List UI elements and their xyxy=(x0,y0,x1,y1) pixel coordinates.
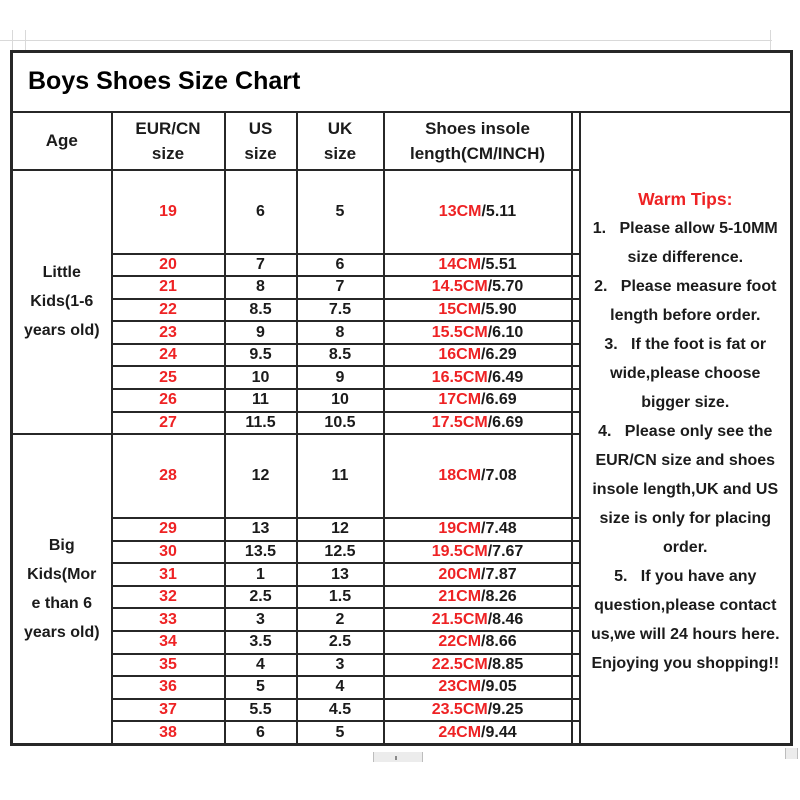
warm-tips-line: 4. Please only see the xyxy=(598,422,773,440)
us-size-cell: 2.5 xyxy=(225,586,297,609)
eur-cn-size-cell: 19 xyxy=(112,170,225,254)
insole-cm-value: 19.5CM xyxy=(431,542,488,560)
spacer-cell xyxy=(572,254,580,277)
age-group-label-line: Big xyxy=(48,537,75,555)
age-group-label-line: years old) xyxy=(23,322,100,340)
warm-tips-list xyxy=(581,214,791,678)
insole-inch-value: /8.85 xyxy=(487,655,524,673)
uk-size-cell: 1.5 xyxy=(297,586,384,609)
insole-cm-value: 22CM xyxy=(438,633,482,651)
spreadsheet-tick-topright xyxy=(770,30,771,50)
uk-size-cell: 10.5 xyxy=(297,412,384,435)
uk-size-cell: 7 xyxy=(297,276,384,299)
insole-length-cell xyxy=(384,654,572,677)
insole-cm-value: 22.5CM xyxy=(431,655,488,673)
insole-cm-value: 14CM xyxy=(438,255,482,273)
uk-size-cell: 3 xyxy=(297,654,384,677)
us-size-cell: 11 xyxy=(225,389,297,412)
uk-size-cell: 2.5 xyxy=(297,631,384,654)
col-header-uk xyxy=(297,112,384,170)
table-header-row xyxy=(12,112,792,170)
warm-tips-panel xyxy=(580,112,792,745)
warm-tips-line: Enjoying you shopping!! xyxy=(591,654,780,672)
page-title: Boys Shoes Size Chart xyxy=(12,52,792,112)
us-size-cell: 4 xyxy=(225,654,297,677)
spacer-cell xyxy=(572,608,580,631)
uk-size-cell: 9 xyxy=(297,366,384,389)
spreadsheet-tick-topleft-2 xyxy=(25,30,26,50)
insole-cm-value: 13CM xyxy=(438,202,482,220)
spacer-cell xyxy=(572,112,580,170)
insole-length-cell xyxy=(384,170,572,254)
warm-tips-line: question,please contact xyxy=(594,596,777,614)
col-header-line: length(CM/INCH) xyxy=(409,143,546,163)
us-size-cell: 8 xyxy=(225,276,297,299)
spacer-cell xyxy=(572,299,580,322)
insole-length-cell xyxy=(384,586,572,609)
insole-length-cell xyxy=(384,699,572,722)
insole-inch-value: /7.08 xyxy=(481,467,517,485)
insole-cm-value: 24CM xyxy=(438,723,482,741)
insole-cm-value: 21CM xyxy=(438,588,482,606)
spacer-cell xyxy=(572,699,580,722)
spacer-cell xyxy=(572,366,580,389)
insole-cm-value: 19CM xyxy=(438,520,482,538)
warm-tips-line: size is only for placing xyxy=(599,509,772,527)
insole-inch-value: /8.26 xyxy=(481,588,517,606)
us-size-cell: 8.5 xyxy=(225,299,297,322)
insole-length-cell xyxy=(384,563,572,586)
uk-size-cell: 5 xyxy=(297,170,384,254)
spacer-cell xyxy=(572,563,580,586)
us-size-cell: 10 xyxy=(225,366,297,389)
spacer-cell xyxy=(572,321,580,344)
warm-tips-line: 1. Please allow 5-10MM xyxy=(592,219,778,237)
size-chart-table xyxy=(10,50,793,746)
eur-cn-size-cell: 29 xyxy=(112,518,225,541)
eur-cn-size-cell: 20 xyxy=(112,254,225,277)
warm-tips-line: length before order. xyxy=(610,306,761,324)
insole-inch-value: /9.05 xyxy=(481,678,517,696)
insole-inch-value: /6.10 xyxy=(487,323,524,341)
us-size-cell: 6 xyxy=(225,170,297,254)
insole-inch-value: /7.67 xyxy=(487,542,524,560)
us-size-cell: 9.5 xyxy=(225,344,297,367)
age-group-cell xyxy=(12,170,112,435)
spacer-cell xyxy=(572,389,580,412)
us-size-cell: 5.5 xyxy=(225,699,297,722)
us-size-cell: 7 xyxy=(225,254,297,277)
col-header-line: size xyxy=(151,143,185,163)
insole-inch-value: /5.90 xyxy=(481,300,517,318)
spacer-cell xyxy=(572,170,580,254)
spacer-cell xyxy=(572,586,580,609)
insole-inch-value: /9.25 xyxy=(487,700,524,718)
insole-cm-value: 21.5CM xyxy=(431,610,488,628)
warm-tips-heading: Warm Tips: xyxy=(638,188,733,209)
col-header-age: Age xyxy=(12,112,112,170)
uk-size-cell: 4.5 xyxy=(297,699,384,722)
spreadsheet-artifact-speck xyxy=(395,756,397,760)
age-group-cell xyxy=(12,434,112,744)
us-size-cell: 13.5 xyxy=(225,541,297,564)
us-size-cell: 5 xyxy=(225,676,297,699)
insole-inch-value: /8.66 xyxy=(481,633,517,651)
insole-cm-value: 23.5CM xyxy=(431,700,488,718)
spacer-cell xyxy=(572,412,580,435)
warm-tips-line: size difference. xyxy=(627,248,744,266)
eur-cn-size-cell: 36 xyxy=(112,676,225,699)
insole-cm-value: 14.5CM xyxy=(431,278,488,296)
spreadsheet-gridline-top xyxy=(0,40,772,41)
warm-tips-line: 5. If you have any xyxy=(614,567,757,585)
insole-length-cell xyxy=(384,676,572,699)
us-size-cell: 3.5 xyxy=(225,631,297,654)
spreadsheet-tick-topleft-1 xyxy=(12,30,13,50)
eur-cn-size-cell: 27 xyxy=(112,412,225,435)
insole-length-cell xyxy=(384,321,572,344)
eur-cn-size-cell: 31 xyxy=(112,563,225,586)
eur-cn-size-cell: 24 xyxy=(112,344,225,367)
uk-size-cell: 8 xyxy=(297,321,384,344)
col-header-insole xyxy=(384,112,572,170)
title-row xyxy=(12,52,792,112)
col-header-line: size xyxy=(323,143,357,163)
col-header-line: size xyxy=(244,143,277,163)
spacer-cell xyxy=(572,541,580,564)
uk-size-cell: 12 xyxy=(297,518,384,541)
insole-length-cell xyxy=(384,389,572,412)
insole-cm-value: 18CM xyxy=(438,467,482,485)
age-group-label-line: e than 6 xyxy=(31,595,92,613)
us-size-cell: 3 xyxy=(225,608,297,631)
insole-cm-value: 16CM xyxy=(438,346,482,364)
insole-cm-value: 23CM xyxy=(438,678,482,696)
insole-inch-value: /6.29 xyxy=(481,346,517,364)
insole-inch-value: /6.69 xyxy=(481,391,517,409)
uk-size-cell: 11 xyxy=(297,434,384,518)
insole-inch-value: /5.51 xyxy=(481,255,517,273)
insole-inch-value: /6.69 xyxy=(487,413,524,431)
insole-inch-value: /9.44 xyxy=(481,723,517,741)
uk-size-cell: 7.5 xyxy=(297,299,384,322)
uk-size-cell: 4 xyxy=(297,676,384,699)
spacer-cell xyxy=(572,676,580,699)
spacer-cell xyxy=(572,434,580,518)
insole-length-cell xyxy=(384,434,572,518)
insole-length-cell xyxy=(384,608,572,631)
insole-cm-value: 15.5CM xyxy=(431,323,488,341)
insole-length-cell xyxy=(384,721,572,744)
spacer-cell xyxy=(572,721,580,744)
insole-length-cell xyxy=(384,366,572,389)
spreadsheet-artifact-bottom xyxy=(373,752,423,762)
age-group-label-line: Kids(1-6 xyxy=(30,293,94,311)
insole-length-cell xyxy=(384,518,572,541)
spacer-cell xyxy=(572,654,580,677)
age-group-label-line: Kids(Mor xyxy=(27,566,97,584)
col-header-line: US xyxy=(248,118,273,138)
age-group-label-line: Little xyxy=(42,264,81,282)
eur-cn-size-cell: 26 xyxy=(112,389,225,412)
insole-cm-value: 20CM xyxy=(438,565,482,583)
insole-length-cell xyxy=(384,276,572,299)
us-size-cell: 13 xyxy=(225,518,297,541)
spacer-cell xyxy=(572,631,580,654)
eur-cn-size-cell: 21 xyxy=(112,276,225,299)
insole-length-cell xyxy=(384,344,572,367)
eur-cn-size-cell: 23 xyxy=(112,321,225,344)
eur-cn-size-cell: 25 xyxy=(112,366,225,389)
us-size-cell: 11.5 xyxy=(225,412,297,435)
uk-size-cell: 10 xyxy=(297,389,384,412)
insole-length-cell xyxy=(384,412,572,435)
us-size-cell: 1 xyxy=(225,563,297,586)
col-header-line: Shoes insole xyxy=(425,118,530,138)
insole-length-cell xyxy=(384,299,572,322)
insole-cm-value: 17CM xyxy=(438,391,482,409)
col-header-eur-cn xyxy=(112,112,225,170)
eur-cn-size-cell: 30 xyxy=(112,541,225,564)
uk-size-cell: 8.5 xyxy=(297,344,384,367)
col-header-line: EUR/CN xyxy=(135,118,201,138)
insole-inch-value: /5.11 xyxy=(481,202,517,220)
spacer-cell xyxy=(572,344,580,367)
insole-cm-value: 15CM xyxy=(438,300,482,318)
spacer-cell xyxy=(572,276,580,299)
insole-length-cell xyxy=(384,631,572,654)
insole-inch-value: /8.46 xyxy=(487,610,524,628)
insole-inch-value: /7.48 xyxy=(481,520,517,538)
warm-tips-line: 3. If the foot is fat or xyxy=(604,335,767,353)
eur-cn-size-cell: 28 xyxy=(112,434,225,518)
uk-size-cell: 6 xyxy=(297,254,384,277)
insole-inch-value: /7.87 xyxy=(481,565,517,583)
warm-tips-line: insole length,UK and US xyxy=(592,480,779,498)
eur-cn-size-cell: 33 xyxy=(112,608,225,631)
eur-cn-size-cell: 37 xyxy=(112,699,225,722)
eur-cn-size-cell: 35 xyxy=(112,654,225,677)
uk-size-cell: 13 xyxy=(297,563,384,586)
eur-cn-size-cell: 22 xyxy=(112,299,225,322)
us-size-cell: 6 xyxy=(225,721,297,744)
insole-length-cell xyxy=(384,254,572,277)
warm-tips-line: EUR/CN size and shoes xyxy=(595,451,776,469)
warm-tips-line: 2. Please measure foot xyxy=(594,277,777,295)
uk-size-cell: 12.5 xyxy=(297,541,384,564)
insole-inch-value: /5.70 xyxy=(487,278,524,296)
col-header-line: UK xyxy=(327,118,353,138)
insole-inch-value: /6.49 xyxy=(487,368,524,386)
col-header-us xyxy=(225,112,297,170)
us-size-cell: 9 xyxy=(225,321,297,344)
eur-cn-size-cell: 38 xyxy=(112,721,225,744)
insole-cm-value: 17.5CM xyxy=(431,413,488,431)
insole-cm-value: 16.5CM xyxy=(431,368,488,386)
eur-cn-size-cell: 34 xyxy=(112,631,225,654)
spreadsheet-artifact-bottom-right xyxy=(785,748,798,759)
warm-tips-line: order. xyxy=(663,538,708,556)
us-size-cell: 12 xyxy=(225,434,297,518)
uk-size-cell: 5 xyxy=(297,721,384,744)
spacer-cell xyxy=(572,518,580,541)
warm-tips-line: wide,please choose xyxy=(610,364,761,382)
eur-cn-size-cell: 32 xyxy=(112,586,225,609)
warm-tips-line: bigger size. xyxy=(641,393,730,411)
uk-size-cell: 2 xyxy=(297,608,384,631)
size-chart-sheet xyxy=(10,50,793,746)
insole-length-cell xyxy=(384,541,572,564)
age-group-label-line: years old) xyxy=(23,624,100,642)
warm-tips-line: us,we will 24 hours here. xyxy=(591,625,780,643)
